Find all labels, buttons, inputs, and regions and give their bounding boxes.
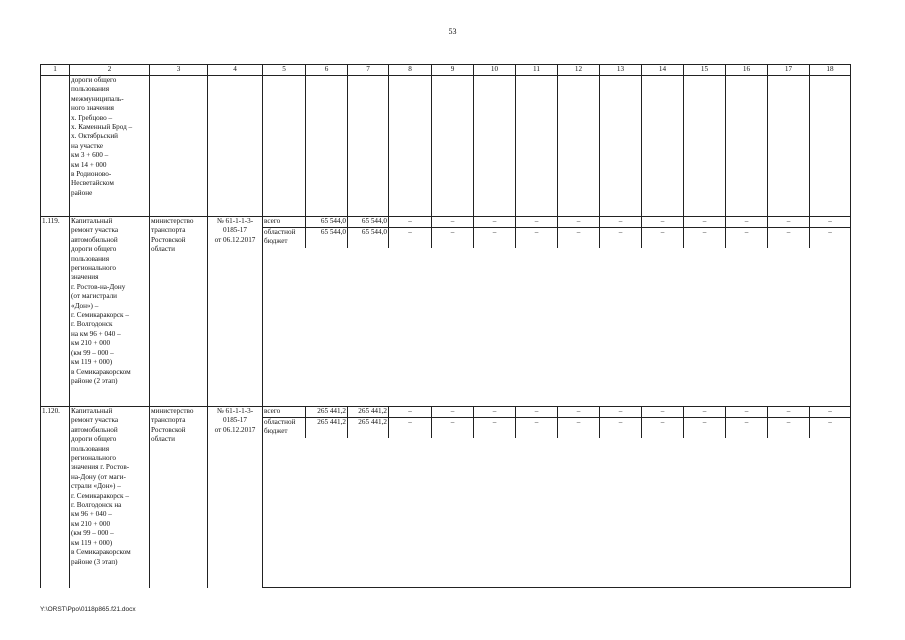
- column-header: 16: [726, 65, 768, 76]
- cell-dash: –: [684, 418, 726, 438]
- column-header: 18: [810, 65, 851, 76]
- cell-dash: –: [768, 418, 810, 438]
- register-table: [40, 64, 851, 588]
- cell-dash: –: [768, 217, 810, 228]
- cell-col7-budget: 265 441,2: [348, 418, 389, 438]
- cell-empty: [600, 76, 642, 217]
- cell-dash: –: [600, 228, 642, 248]
- cell-dash: –: [432, 418, 474, 438]
- column-header: 17: [768, 65, 810, 76]
- cell-empty: [474, 76, 516, 217]
- cell-empty: [642, 76, 684, 217]
- cell-dash: –: [432, 407, 474, 418]
- column-header: 6: [306, 65, 348, 76]
- column-header: 7: [348, 65, 389, 76]
- column-header: 3: [150, 65, 208, 76]
- cell-dash: –: [432, 228, 474, 248]
- cell-dash: –: [474, 228, 516, 248]
- cell-dash: –: [389, 407, 432, 418]
- cell-col6-total: 265 441,2: [306, 407, 348, 418]
- cell-dash: –: [642, 228, 684, 248]
- cell-empty: [558, 76, 600, 217]
- column-header: 13: [600, 65, 642, 76]
- column-header: 2: [70, 65, 150, 76]
- table-row-1-120-total: [41, 407, 851, 418]
- page-number: 53: [448, 27, 457, 36]
- cell-empty: [516, 76, 558, 217]
- cell-dash: –: [600, 418, 642, 438]
- cell-dash: –: [558, 407, 600, 418]
- cell-document: № 61-1-1-3- 0185-17 от 06.12.2017: [208, 217, 263, 407]
- column-header: 9: [432, 65, 474, 76]
- cell-col6-budget: 65 544,0: [306, 228, 348, 248]
- cell-dash: –: [389, 418, 432, 438]
- column-header: 4: [208, 65, 263, 76]
- cell-empty: [150, 76, 208, 217]
- cell-item-number: 1.119.: [41, 217, 70, 407]
- column-header: 10: [474, 65, 516, 76]
- column-header: 11: [516, 65, 558, 76]
- cell-executor: министерство транспорта Ростовской области: [150, 217, 208, 407]
- cell-source-budget: областной бюджет: [263, 228, 306, 248]
- cell-empty: [263, 438, 851, 588]
- cell-dash: –: [474, 407, 516, 418]
- column-header: 5: [263, 65, 306, 76]
- cell-dash: –: [432, 217, 474, 228]
- cell-object-name: Капитальный ремонт участка автомобильной дороги общего пользования регионального значения г. Ростов- на-Дону (от маги- страли «Дон») – г. Семикаракорск – г. Волгодонск на км 96 + 040 – км 210 + 000 (км 99 – 000 – км 119 + 000) в Семикаракорском районе (3 этап): [70, 407, 150, 588]
- cell-num: [41, 76, 70, 217]
- column-header: 1: [41, 65, 70, 76]
- cell-dash: –: [684, 407, 726, 418]
- cell-dash: –: [516, 407, 558, 418]
- cell-empty: [810, 76, 851, 217]
- cell-dash: –: [516, 217, 558, 228]
- cell-empty: [684, 76, 726, 217]
- cell-dash: –: [810, 407, 851, 418]
- cell-dash: –: [726, 407, 768, 418]
- cell-dash: –: [474, 217, 516, 228]
- cell-empty: [263, 76, 306, 217]
- cell-dash: –: [726, 418, 768, 438]
- cell-dash: –: [558, 217, 600, 228]
- column-header: 12: [558, 65, 600, 76]
- cell-empty: [389, 76, 432, 217]
- cell-dash: –: [810, 228, 851, 248]
- cell-dash: –: [726, 228, 768, 248]
- cell-empty: [726, 76, 768, 217]
- cell-dash: –: [642, 407, 684, 418]
- cell-col6-budget: 265 441,2: [306, 418, 348, 438]
- column-header: 15: [684, 65, 726, 76]
- cell-dash: –: [684, 217, 726, 228]
- footer-file-path: Y:\ORST\Ppo\0118p865.f21.docx: [40, 606, 136, 613]
- cell-executor: министерство транспорта Ростовской области: [150, 407, 208, 588]
- cell-empty: [306, 76, 348, 217]
- cell-dash: –: [768, 407, 810, 418]
- cell-col7-budget: 65 544,0: [348, 228, 389, 248]
- cell-empty: [208, 76, 263, 217]
- cell-dash: –: [810, 217, 851, 228]
- cell-item-number: 1.120.: [41, 407, 70, 588]
- cell-empty: [768, 76, 810, 217]
- register-sheet: [40, 64, 840, 597]
- cell-dash: –: [726, 217, 768, 228]
- cell-source-budget: областной бюджет: [263, 418, 306, 438]
- cell-col7-total: 265 441,2: [348, 407, 389, 418]
- cell-dash: –: [474, 418, 516, 438]
- table-row-continuation: [41, 76, 851, 217]
- cell-object-name: Капитальный ремонт участка автомобильной дороги общего пользования регионального значения г. Ростов-на-Дону (от магистрали «Дон») – г. Семикаракорск – г. Волгодонск на км 96 + 040 – км 210 + 000 (км 99 – 000 – км 119 + 000) в Семикаракорском районе (2 этап): [70, 217, 150, 407]
- cell-col6-total: 65 544,0: [306, 217, 348, 228]
- table-header-row: [41, 65, 851, 76]
- column-header: 14: [642, 65, 684, 76]
- cell-dash: –: [558, 228, 600, 248]
- cell-dash: –: [768, 228, 810, 248]
- cell-document: № 61-1-1-3- 0185-17 от 06.12.2017: [208, 407, 263, 588]
- cell-dash: –: [389, 217, 432, 228]
- cell-source-total: всего: [263, 217, 306, 228]
- cell-col7-total: 65 544,0: [348, 217, 389, 228]
- cell-dash: –: [558, 418, 600, 438]
- cell-object-name: дороги общего пользования межмуниципаль- ного значения х. Гребцово – х. Каменный Брод – х. Октябрьский на участке км 3 + 600 – км 14 + 000 в Родионово- Несветайском районе: [70, 76, 150, 217]
- table-row-1-119-total: [41, 217, 851, 228]
- cell-dash: –: [642, 418, 684, 438]
- cell-source-total: всего: [263, 407, 306, 418]
- cell-dash: –: [516, 228, 558, 248]
- cell-dash: –: [810, 418, 851, 438]
- cell-dash: –: [389, 228, 432, 248]
- cell-empty: [348, 76, 389, 217]
- cell-dash: –: [684, 228, 726, 248]
- column-header: 8: [389, 65, 432, 76]
- cell-dash: –: [600, 217, 642, 228]
- cell-empty: [432, 76, 474, 217]
- cell-dash: –: [516, 418, 558, 438]
- cell-dash: –: [642, 217, 684, 228]
- cell-empty: [263, 248, 851, 407]
- cell-dash: –: [600, 407, 642, 418]
